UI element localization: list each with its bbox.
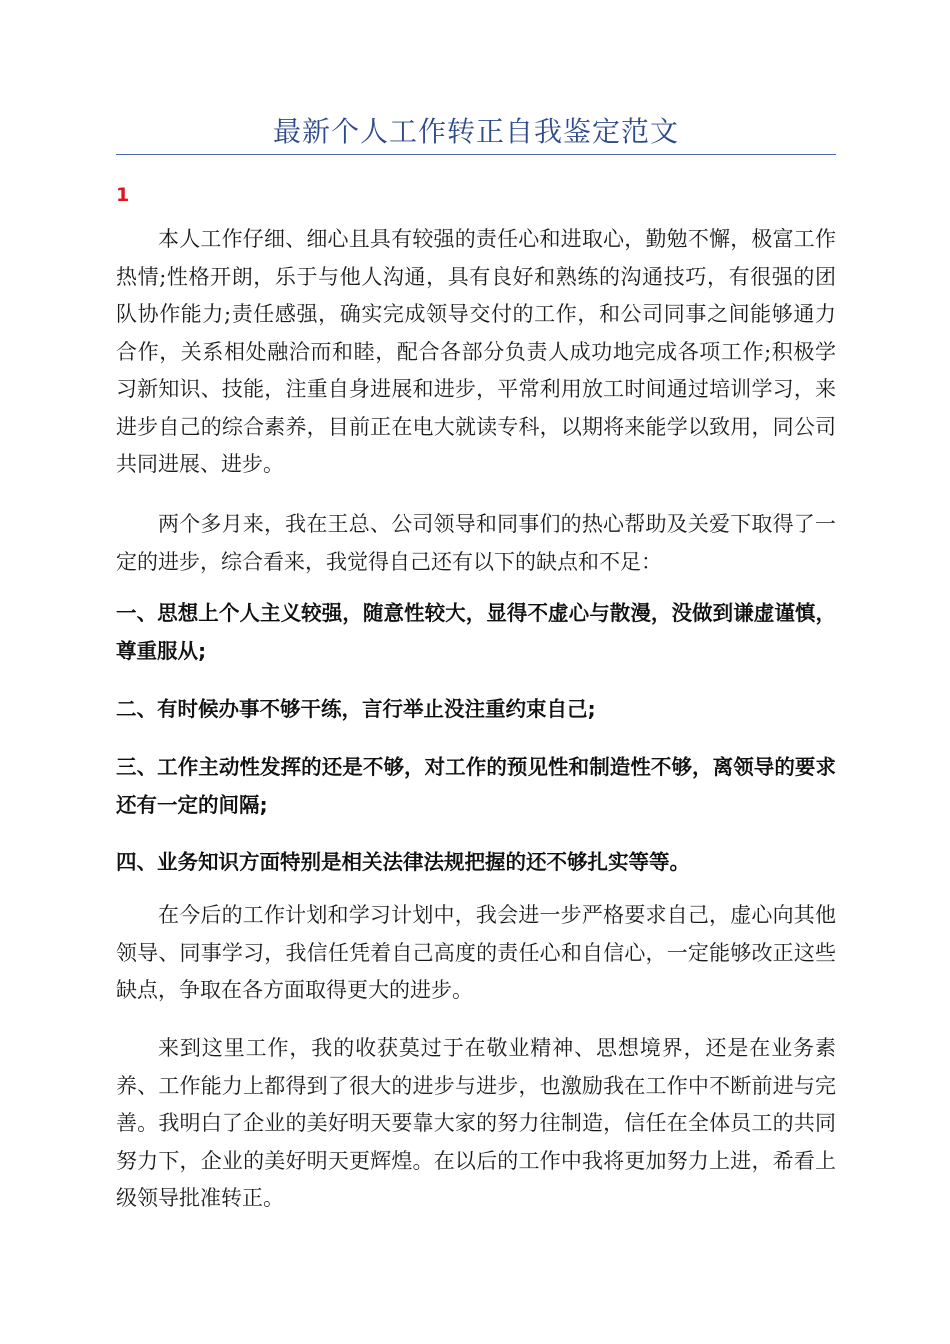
section-number: 1 [116, 184, 130, 206]
title-underline [116, 154, 836, 155]
document-title: 最新个人工作转正自我鉴定范文 [272, 115, 679, 148]
deficiency-item: 四、业务知识方面特别是相关法律法规把握的还不够扎实等等。 [116, 850, 690, 874]
deficiency-item: 三、工作主动性发挥的还是不够，对工作的预见性和制造性不够，离领导的要求还有一定的间隔; [116, 755, 836, 817]
deficiency-item: 二、有时候办事不够干练，言行举止没注重约束自己; [116, 697, 596, 721]
body-paragraph: 本人工作仔细、细心且具有较强的责任心和进取心，勤勉不懈，极富工作热情;性格开朗，乐于与他人沟通，具有良好和熟练的沟通技巧，有很强的团队协作能力;责任感强，确实完成领导交付的工作，和公司同事之间能够通力合作，关系相处融洽而和睦，配合各部分负责人成功地完成各项工作;积极学习新知识、技能，注重自身进展和进步，平常利用放工时间通过培训学习，来进步自己的综合素养，目前正在电大就读专科，以期将来能学以致用，同公司共同进展、进步。 [116, 227, 836, 476]
deficiency-item: 一、思想上个人主义较强，随意性较大，显得不虚心与散漫，没做到谦虚谨慎，尊重服从; [116, 601, 836, 663]
body-paragraph: 在今后的工作计划和学习计划中，我会进一步严格要求自己，虚心向其他领导、同事学习，我信任凭着自己高度的责任心和自信心，一定能够改正这些缺点，争取在各方面取得更大的进步。 [116, 903, 836, 1002]
body-paragraph: 两个多月来，我在王总、公司领导和同事们的热心帮助及关爱下取得了一定的进步，综合看来，我觉得自己还有以下的缺点和不足： [116, 512, 836, 574]
body-paragraph: 来到这里工作，我的收获莫过于在敬业精神、思想境界，还是在业务素养、工作能力上都得到了很大的进步与进步，也激励我在工作中不断前进与完善。我明白了企业的美好明天要靠大家的努力往制造，信任在全体员工的共同努力下，企业的美好明天更辉煌。在以后的工作中我将更加努力上进，希看上级领导批准转正。 [116, 1036, 836, 1210]
